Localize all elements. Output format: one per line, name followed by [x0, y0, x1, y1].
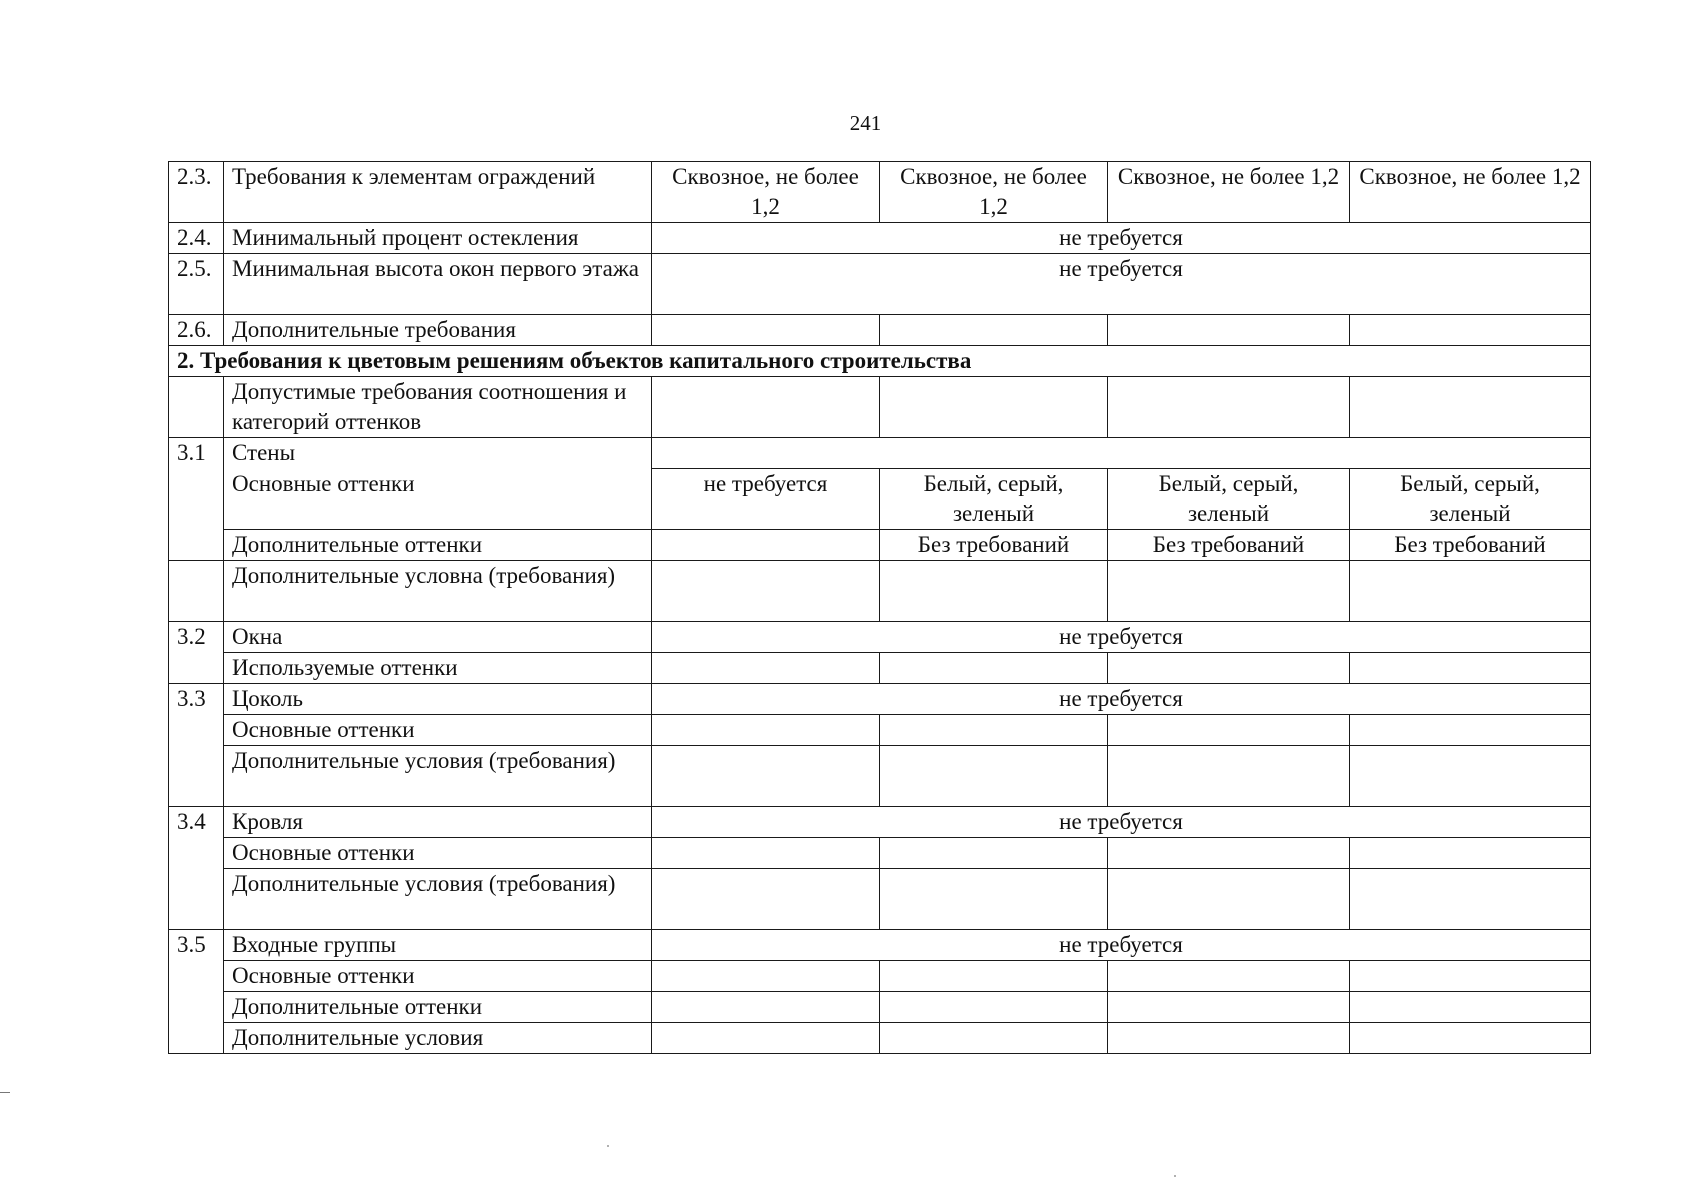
row-label: Дополнительные условна (требования): [224, 561, 652, 622]
row-number: 2.5.: [169, 254, 224, 315]
merged-cell: не требуется: [652, 807, 1591, 838]
table-row: [169, 162, 1591, 223]
cell-value: Сквозное, не более 1,2: [880, 162, 1108, 223]
scan-speck: [1174, 1175, 1176, 1177]
row-label: Основные оттенки: [224, 469, 652, 530]
row-number: 3.3: [169, 684, 224, 807]
cell-value: Без требований: [880, 530, 1108, 561]
row-label: Требования к элементам ограждений: [224, 162, 652, 223]
row-label: Допустимые требования соотношения и категорий оттенков: [224, 377, 652, 438]
cell-value: Белый, серый, зеленый: [1108, 469, 1350, 530]
section-heading: 2. Требования к цветовым решениям объектов капитального строительства: [169, 346, 1591, 377]
row-label: Минимальный процент остекления: [224, 223, 652, 254]
cell-value: Без требований: [1108, 530, 1350, 561]
table-row: [169, 622, 1591, 653]
merged-cell: не требуется: [652, 223, 1591, 254]
row-label: Дополнительные условия (требования): [224, 746, 652, 807]
row-number: 2.6.: [169, 315, 224, 346]
table-row: [169, 715, 1591, 746]
scan-speck: [607, 1145, 609, 1147]
row-label: Используемые оттенки: [224, 653, 652, 684]
table-row: [169, 930, 1591, 961]
table-row: [169, 254, 1591, 315]
table-row: [169, 377, 1591, 438]
requirements-table: [168, 161, 1591, 1054]
cell-value: Белый, серый, зеленый: [880, 469, 1108, 530]
table-row: [169, 838, 1591, 869]
table-row: [169, 223, 1591, 254]
row-label: Дополнительные оттенки: [224, 992, 652, 1023]
cell-value: Белый, серый, зеленый: [1350, 469, 1591, 530]
table-row: [169, 315, 1591, 346]
row-label: Минимальная высота окон первого этажа: [224, 254, 652, 315]
page-number: 241: [849, 111, 882, 135]
cell-value: Сквозное, не более 1,2: [1350, 162, 1591, 223]
merged-cell: не требуется: [652, 622, 1591, 653]
row-label: Стены: [224, 438, 652, 469]
row-label: Окна: [224, 622, 652, 653]
row-label: Основные оттенки: [224, 715, 652, 746]
table-row: [169, 869, 1591, 930]
table-row: [169, 992, 1591, 1023]
cell-value: Сквозное, не более 1,2: [1108, 162, 1350, 223]
cell-value: Без требований: [1350, 530, 1591, 561]
table-row: [169, 807, 1591, 838]
table-row: [169, 746, 1591, 807]
row-label: Основные оттенки: [224, 838, 652, 869]
table-row: [169, 1023, 1591, 1054]
merged-cell: не требуется: [652, 684, 1591, 715]
row-number: 3.5: [169, 930, 224, 1054]
row-label: Дополнительные условия (требования): [224, 869, 652, 930]
row-label: Дополнительные оттенки: [224, 530, 652, 561]
table-row: [169, 438, 1591, 469]
cell-value: Сквозное, не более 1,2: [652, 162, 880, 223]
row-number: 3.2: [169, 622, 224, 684]
row-number: 3.1: [169, 438, 224, 561]
row-number: 2.4.: [169, 223, 224, 254]
table-row: [169, 469, 1591, 530]
merged-cell: не требуется: [652, 254, 1591, 315]
section-heading-row: [169, 346, 1591, 377]
row-label: Входные группы: [224, 930, 652, 961]
row-number: 2.3.: [169, 162, 224, 223]
row-label: Дополнительные условия: [224, 1023, 652, 1054]
table-row: [169, 561, 1591, 622]
table-row: [169, 961, 1591, 992]
row-label: Цоколь: [224, 684, 652, 715]
cell-value: не требуется: [652, 469, 880, 530]
scan-margin-mark: [0, 1092, 10, 1093]
row-label: Кровля: [224, 807, 652, 838]
table-row: [169, 530, 1591, 561]
row-label: Основные оттенки: [224, 961, 652, 992]
row-number: 3.4: [169, 807, 224, 930]
merged-cell: не требуется: [652, 930, 1591, 961]
table-row: [169, 684, 1591, 715]
row-label: Дополнительные требования: [224, 315, 652, 346]
table-row: [169, 653, 1591, 684]
